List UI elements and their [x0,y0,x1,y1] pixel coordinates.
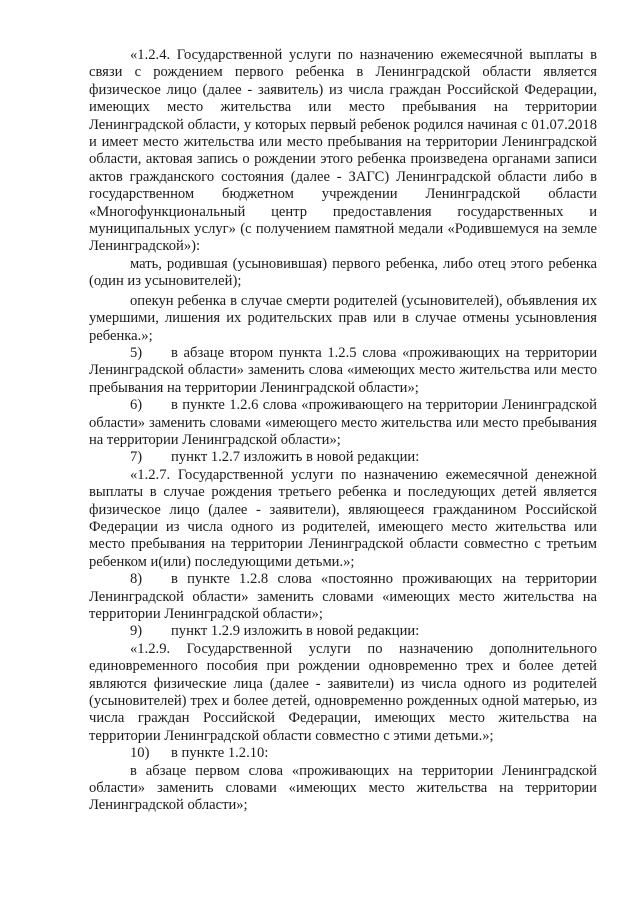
item-5 [89,345,597,397]
item-text: в абзаце втором пункта 1.2.5 слова «проживающих на территории Ленинградской области» заменить слова «имеющих место жительства или место пребывания на территории Ленинградской области»; [89,344,597,396]
paragraph-1-2-10-first: в абзаце первом слова «проживающих на территории Ленинградской области» заменить словами «имеющих место жительства на территории Ленинградской области»; [89,762,597,814]
paragraph-1-2-9: «1.2.9. Государственной услуги по назначению дополнительного единовременного пособия при рождении одновременно трех и более детей являются физические лица (далее - заявители) из числа одного из родителей (усыновителей) трех и более детей, одновременно рожденных одной матерью, из числа граждан Российской Федерации, имеющих место жительства на территории Ленинградской области совместно с этими детьми.»; [89,640,597,744]
document-body [89,47,597,815]
item-number: 9) [130,623,143,640]
item-number: 10) [130,745,150,762]
item-text: в пункте 1.2.8 слова «постоянно проживающих на территории Ленинградской области» заменить словами «имеющих место жительства на территории Ленинградской области»; [89,571,597,622]
item-text: в пункте 1.2.10: [171,745,269,762]
item-8 [89,571,597,623]
item-text: пункт 1.2.9 изложить в новой редакции: [171,623,420,640]
item-number: 8) [130,571,143,588]
item-text: пункт 1.2.7 изложить в новой редакции: [171,449,420,466]
paragraph-mother: мать, родившая (усыновившая) первого ребенка, либо отец этого ребенка (один из усыновителей); [89,255,597,290]
paragraph-1-2-7: «1.2.7. Государственной услуги по назначению ежемесячной денежной выплаты в случае рождения третьего ребенка и последующих детей является физическое лицо (далее - заявители), являющееся гражданином Российской Федерации из числа одного из родителей, имеющего место жительства или место пребывания на территории Ленинградской области совместно с третьим ребенком и(или) последующими детьми.»; [89,466,597,570]
paragraph-guardian: опекун ребенка в случае смерти родителей (усыновителей), объявления их умершими, лишения их родительских прав или в случае отмены усыновления ребенка.»; [89,292,597,344]
item-text: в пункте 1.2.6 слова «проживающего на территории Ленинградской области» заменить словами «имеющего место жительства или место пребывания на территории Ленинградской области»; [89,397,597,448]
item-number: 7) [130,449,143,466]
item-9 [89,623,597,640]
paragraph-1-2-4: «1.2.4. Государственной услуги по назначению ежемесячной выплаты в связи с рождением первого ребенка в Ленинградской области является физическое лицо (далее - заявитель) из числа граждан Российской Федерации, имеющих место жительства или место пребывания на территории Ленинградской области, у которых первый ребенок родился начиная с 01.07.2018 и имеет место жительства или место пребывания на территории Ленинградской области, актовая запись о рождении этого ребенка произведена органами записи актов гражданского состояния (далее - ЗАГС) Ленинградской области либо в государственном бюджетном учреждении Ленинградской области «Многофункциональный центр предоставления государственных и муниципальных услуг» (с получением памятной медали «Родившемуся на земле Ленинградской»): [89,47,597,255]
item-7 [89,449,597,466]
item-6 [89,397,597,449]
item-number: 5) [130,344,143,361]
item-number: 6) [130,397,143,414]
item-10 [89,745,597,762]
